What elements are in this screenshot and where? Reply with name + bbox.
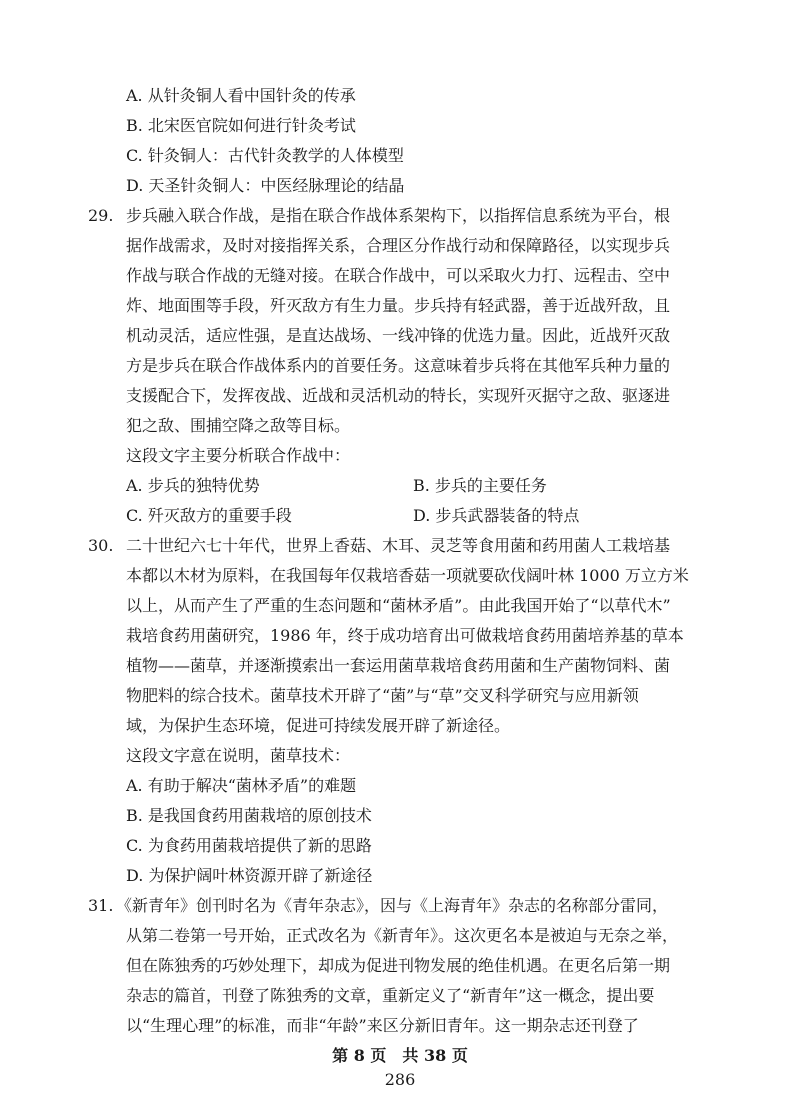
q30-line: 二十世纪六七十年代，世界上香菇、木耳、灵芝等食用菌和药用菌人工栽培基 xyxy=(126,536,671,555)
q30-line: 本都以木材为原料，在我国每年仅栽培香菇一项就要砍伐阔叶林 1000 万立方米 xyxy=(126,566,689,585)
q31-line: 从第二卷第一号开始，正式改名为《新青年》。这次更名本是被迫与无奈之举， xyxy=(126,926,679,945)
q31-line: 但在陈独秀的巧妙处理下，却成为促进刊物发展的绝佳机遇。在更名后第一期 xyxy=(126,956,671,975)
q29-line: 据作战需求，及时对接指挥关系，合理区分作战行动和保障路径，以实现步兵 xyxy=(126,236,671,255)
q30-line: 域，为保护生态环境，促进可持续发展开辟了新途径。 xyxy=(126,716,511,735)
q30-line: 栽培食药用菌研究，1986 年，终于成功培育出可做栽培食药用菌培养基的草本 xyxy=(126,626,684,645)
q30-option-c: C. 为食药用菌栽培提供了新的思路 xyxy=(126,836,372,855)
q29-option-d: D. 步兵武器装备的特点 xyxy=(413,506,580,525)
q30-number: 30. xyxy=(88,536,114,555)
q29-line: 作战与联合作战的无缝对接。在联合作战中，可以采取火力打、远程击、空中 xyxy=(126,266,671,285)
q29-line: 机动灵活，适应性强，是直达战场、一线冲锋的优选力量。因此，近战歼灭敌 xyxy=(126,326,671,345)
q29-number: 29. xyxy=(88,206,114,225)
q29-line: 支援配合下，发挥夜战、近战和灵活机动的特长，实现歼灭据守之敌、驱逐进 xyxy=(126,386,671,405)
q29-option-a: A. 步兵的独特优势 xyxy=(126,476,260,495)
q29-line: 犯之敌、围捕空降之敌等目标。 xyxy=(126,416,351,435)
q28-option-d: D. 天圣针灸铜人：中医经脉理论的结晶 xyxy=(126,176,405,195)
q29-option-c: C. 歼灭敌方的重要手段 xyxy=(126,506,292,525)
q30-question: 这段文字意在说明，菌草技术： xyxy=(126,746,351,765)
q28-option-a: A. 从针灸铜人看中国针灸的传承 xyxy=(126,86,356,105)
q30-line: 以上，从而产生了严重的生态问题和“菌林矛盾”。由此我国开始了“以草代木” xyxy=(126,596,671,615)
q29-question: 这段文字主要分析联合作战中： xyxy=(126,446,351,465)
q29-line: 方是步兵在联合作战体系内的首要任务。这意味着步兵将在其他军兵种力量的 xyxy=(126,356,671,375)
q28-option-b: B. 北宋医官院如何进行针灸考试 xyxy=(126,116,356,135)
page-indicator: 第 8 页 共 38 页 xyxy=(332,1046,468,1065)
page-number: 286 xyxy=(384,1070,416,1089)
q29-option-b: B. 步兵的主要任务 xyxy=(413,476,547,495)
q31-line: 以“生理心理”的标准，而非“年龄”来区分新旧青年。这一期杂志还刊登了 xyxy=(126,1016,639,1035)
q29-line: 炸、地面围等手段，歼灭敌方有生力量。步兵持有轻武器，善于近战歼敌，且 xyxy=(126,296,671,315)
q31-number: 31. xyxy=(88,896,114,915)
q31-line: 《新青年》创刊时名为《青年杂志》，因与《上海青年》杂志的名称部分雷同， xyxy=(116,896,669,915)
q30-option-a: A. 有助于解决“菌林矛盾”的难题 xyxy=(126,776,357,795)
q30-option-b: B. 是我国食药用菌栽培的原创技术 xyxy=(126,806,372,825)
q30-line: 物肥料的综合技术。菌草技术开辟了“菌”与“草”交叉科学研究与应用新领 xyxy=(126,686,639,705)
q30-option-d: D. 为保护阔叶林资源开辟了新途径 xyxy=(126,866,373,885)
q31-line: 杂志的篇首，刊登了陈独秀的文章，重新定义了“新青年”这一概念，提出要 xyxy=(126,986,655,1005)
q29-line: 步兵融入联合作战，是指在联合作战体系架构下，以指挥信息系统为平台，根 xyxy=(126,206,671,225)
q28-option-c: C. 针灸铜人：古代针灸教学的人体模型 xyxy=(126,146,404,165)
q30-line: 植物——菌草，并逐渐摸索出一套运用菌草栽培食药用菌和生产菌物饲料、菌 xyxy=(126,656,671,675)
